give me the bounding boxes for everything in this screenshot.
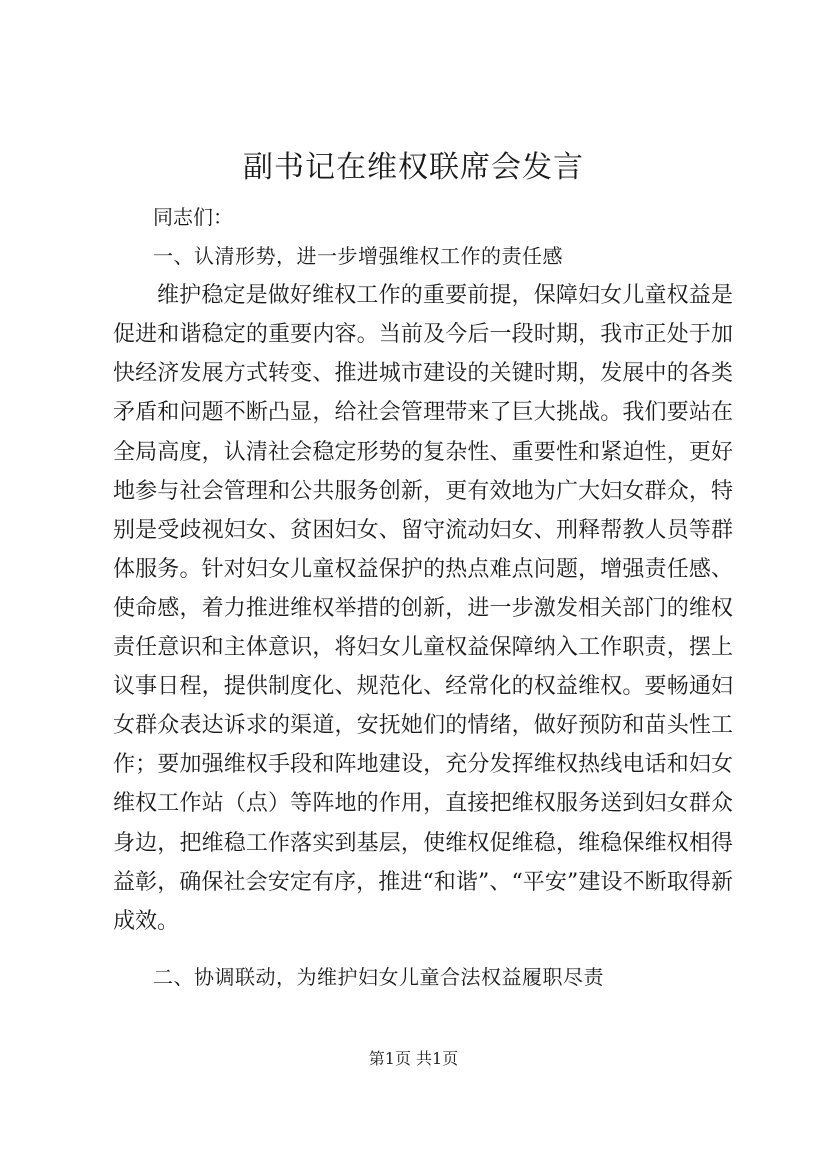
page-footer: 第1页 共1页 bbox=[368, 1049, 459, 1068]
section-heading-1: 一、认清形势，进一步增强维权工作的责任感 bbox=[153, 244, 563, 269]
document-body bbox=[113, 198, 733, 997]
document-title: 副书记在维权联席会发言 bbox=[243, 150, 584, 185]
greeting-line: 同志们： bbox=[153, 205, 233, 229]
section-heading-2: 二、协调联动，为维护妇女儿童合法权益履职尽责 bbox=[153, 964, 604, 989]
paragraph-gap bbox=[113, 941, 733, 958]
paragraph-1: 维护稳定是做好维权工作的重要前提，保障妇女儿童权益是促进和谐稳定的重要内容。当前及今后一段时期，我市正处于加快经济发展方式转变、推进城市建设的关键时期，发展中的各类矛盾和问题不断凸显，给社会管理带来了巨大挑战。我们要站在全局高度，认清社会稳定形势的复杂性、重要性和紧迫性，更好地参与社会管理和公共服务创新，更有效地为广大妇女群众，特别是受歧视妇女、贫困妇女、留守流动妇女、刑释帮教人员等群体服务。针对妇女儿童权益保护的热点难点问题，增强责任感、使命感，着力推进维权举措的创新，进一步激发相关部门的维权责任意识和主体意识，将妇女儿童权益保障纳入工作职责，摆上议事日程，提供制度化、规范化、经常化的权益维权。要畅通妇女群众表达诉求的渠道，安抚她们的情绪，做好预防和苗头性工作；要加强维权手段和阵地建设，充分发挥维权热线电话和妇女维权工作站（点）等阵地的作用，直接把维权服务送到妇女群众身边，把维稳工作落实到基层，使维权促维稳，维稳保维权相得益彰，确保社会安定有序，推进“和谐”、“平安”建设不断取得新成效。 bbox=[113, 283, 733, 934]
